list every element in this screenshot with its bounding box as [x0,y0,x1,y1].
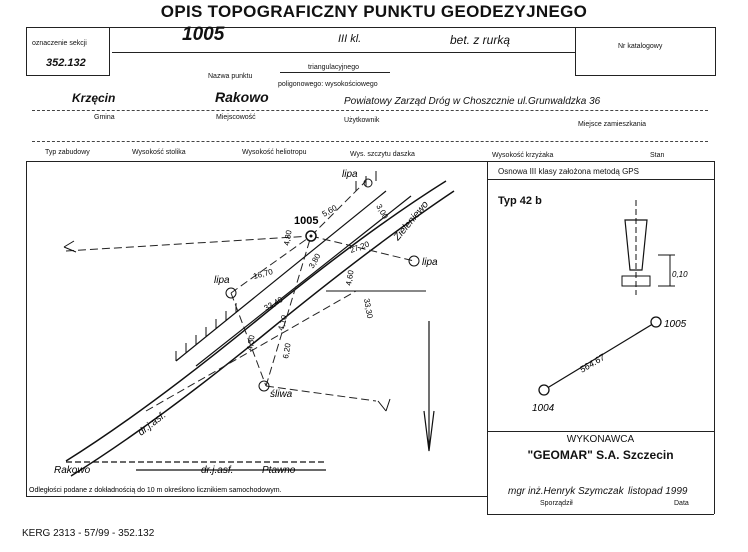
miejscowosc-label: Miejscowość [216,114,256,121]
label-lipa-left: lipa [214,275,230,286]
marker-diagram [600,200,690,300]
direction-arrows [64,241,390,411]
footer-code: KERG 2313 - 57/99 - 352.132 [22,528,155,539]
type-triang: triangulacyjnego [308,64,359,71]
meas-0: 5,60 [320,203,339,219]
point-number: 1005 [182,24,225,45]
row2-label-3: Wys. szczytu daszka [350,151,415,158]
dim-label: 0,10 [672,270,688,279]
gps-vector [520,310,710,420]
catalog-box [575,27,716,76]
contractor-top [487,431,714,432]
fence-ticks [176,171,376,361]
label-lipa-right: lipa [422,257,438,268]
right-bottom [487,514,714,515]
miejscowosc-value: Rakowo [215,89,269,105]
label-sliwa: śliwa [270,389,293,400]
header-mid-rule [112,52,575,53]
uzytkownik-label: Użytkownik [344,117,380,124]
row2-label-1: Wysokość stolika [132,149,186,156]
meas-8: 33,30 [362,297,375,320]
meas-2: 4,80 [282,229,294,247]
tree-lipa-right [409,256,419,266]
contractor-heading: WYKONAWCA [566,434,635,445]
frame-bottom [26,496,487,497]
tree-lipa-top [364,179,372,187]
triang-underline [280,72,390,73]
author: mgr inż.Henryk Szymczak [508,486,624,497]
author-label: Sporządził [540,500,573,507]
meas-10: 4,30 [245,334,257,352]
page-title: OPIS TOPOGRAFICZNY PUNKTU GEODEZYJNEGO [160,2,588,21]
gmina-value: Krzęcin [72,91,116,105]
marker-value: bet. z rurką [450,33,511,47]
header-top-rule [108,27,575,28]
label-1005: 1005 [294,215,319,227]
section-value: 352.132 [46,57,86,69]
label-road-diag: dr.j.asf. [136,409,169,439]
meas-6: 33,40 [262,294,285,313]
meas-9: 4,60 [344,269,356,287]
section-label: oznaczenie sekcji [32,40,87,47]
label-lipa-top: lipa [342,169,358,180]
meas-11: 6,20 [281,342,293,360]
label-rakowo: Rakowo [54,465,91,476]
meas-7: 4,10 [276,314,289,332]
sightlines [66,181,414,411]
row2-label-4: Wysokość krzyżaka [492,152,554,159]
point-b-label: 1004 [532,403,555,414]
gps-header: Osnowa III klasy założona metodą GPS [498,167,639,176]
date: listopad 1999 [628,486,688,497]
type-poly: poligonowego: wysokościowego [278,81,378,88]
note-text: Odległości podane z dokładnością do 10 m określono licznikiem samochodowym. [29,487,282,494]
label-zieleniewo: Zieleniewo [391,199,432,243]
row1-dash [32,110,708,111]
distance-label: 564.67 [577,351,607,375]
right-header-rule [487,179,714,180]
row2-label-5: Stan [650,152,665,159]
main-road-edge-1 [66,181,446,461]
point-name-label: Nazwa punktu [208,73,253,80]
uzytkownik-value: Powiatowy Zarząd Dróg w Choszcznie ul.Grunwaldzka 36 [344,96,601,107]
frame-right [714,161,715,514]
north-arrow [424,321,434,451]
label-road-bottom: dr.j.asf. [201,465,234,476]
meas-1: 3,00 [374,202,390,221]
catalog-label: Nr katalogowy [618,43,663,50]
meas-5: 3,80 [306,252,323,270]
row2-label-0: Typ zabudowy [45,149,90,156]
date-label: Data [674,500,689,507]
meas-4: 16,70 [252,267,274,281]
row2-dash [32,141,708,142]
zamieszkania-label: Miejsce zamieszkania [578,121,647,128]
meas-3: 27,20 [348,239,371,255]
row2-label-2: Wysokość heliotropu [242,149,307,156]
label-ptawno: Ptawno [262,465,296,476]
gmina-label: Gmina [94,114,115,121]
type-label: Typ 42 b [498,195,542,207]
contractor-company: "GEOMAR" S.A. Szczecin [527,448,674,462]
location-sketch [26,161,487,496]
point-a-label: 1005 [664,319,687,330]
class-value: III kl. [338,33,362,45]
